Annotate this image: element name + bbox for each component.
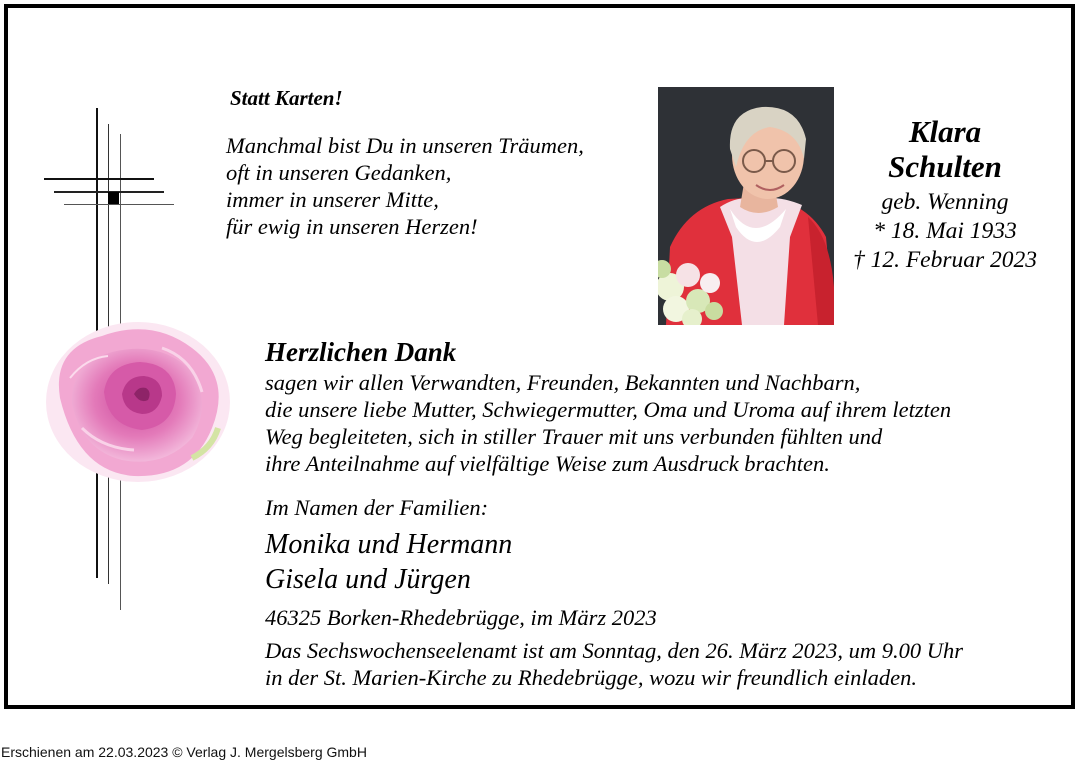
family-names [265,527,512,597]
intro-text: Statt Karten! [230,86,343,110]
family-name: Monika und Hermann [265,529,513,560]
first-name: Klara [908,114,982,149]
thanks-heading: Herzlichen Dank [265,337,457,367]
thanks-line: ihre Anteilnahme auf vielfältige Weise zum Ausdruck brachten. [265,451,830,476]
family-name: Gisela und Jürgen [265,564,471,595]
service-info [265,637,963,691]
poem-line: immer in unserer Mitte, [226,187,439,212]
portrait-photo [658,87,834,325]
service-line: Das Sechswochenseelenamt ist am Sonntag, den 26. März 2023, um 9.00 Uhr [265,638,964,663]
deceased-info [844,114,1046,275]
poem-line: für ewig in unseren Herzen! [226,214,478,239]
thanks-line: sagen wir allen Verwandten, Freunden, Bekannten und Nachbarn, [265,370,861,395]
thanks-line: Weg begleiteten, sich in stiller Trauer mit uns verbunden fühlten und [265,424,883,449]
thanks-line: die unsere liebe Mutter, Schwiegermutter, Oma und Uroma auf ihrem letzten [265,397,952,422]
birth-name: geb. Wenning [881,189,1009,215]
service-line: in der St. Marien-Kirche zu Rhedebrügge, wozu wir freundlich einladen. [265,665,917,690]
thanks-text [265,369,951,477]
publication-footer: Erschienen am 22.03.2023 © Verlag J. Mergelsberg GmbH [1,744,367,760]
rose-image [42,308,250,498]
last-name: Schulten [888,149,1002,184]
poem-line: Manchmal bist Du in unseren Träumen, [226,133,584,158]
obituary-card [4,4,1075,709]
family-intro: Im Namen der Familien: [265,495,489,520]
poem-line: oft in unseren Gedanken, [226,160,452,185]
death-date: † 12. Februar 2023 [852,247,1038,273]
birth-date: * 18. Mai 1933 [873,218,1017,244]
place-date: 46325 Borken-Rhedebrügge, im März 2023 [265,605,657,630]
poem [226,132,584,240]
